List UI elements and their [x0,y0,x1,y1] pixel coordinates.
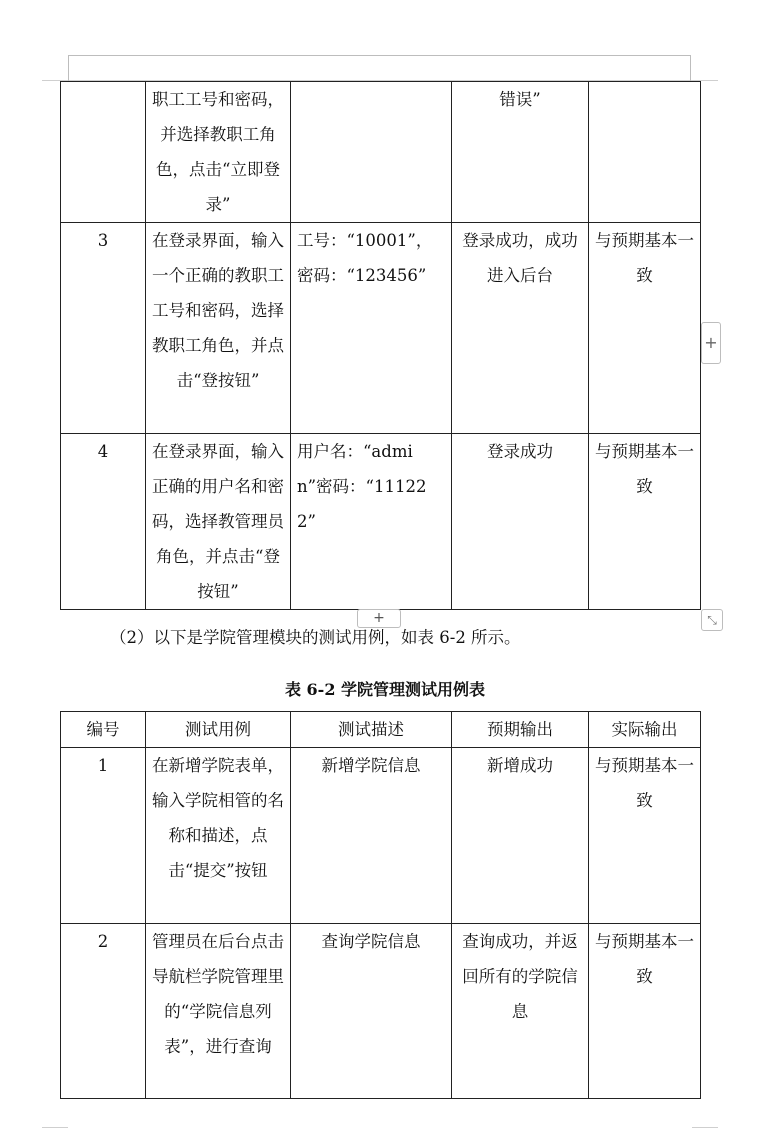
test-case-table-college [60,711,701,1099]
cell-test-case: 在登录界面，输入一个正确的教职工工号和密码，选择教职工角色，并点击“登按钮” [146,223,291,434]
header-description: 测试描述 [291,712,452,748]
table-row [61,223,701,434]
page-bottom-mark-right [692,1127,718,1128]
cell-actual: 与预期基本一致 [589,924,701,1099]
header-num: 编号 [61,712,146,748]
cell-description: 新增学院信息 [291,748,452,924]
cell-actual: 与预期基本一致 [589,223,701,434]
add-column-button[interactable]: + [701,322,721,364]
table-row [61,748,701,924]
cell-expected: 登录成功，成功进入后台 [452,223,589,434]
cell-description: 用户名：“admin”密码：“111222” [291,434,452,610]
body-paragraph: （2）以下是学院管理模块的测试用例，如表 6-2 所示。 [110,628,521,647]
table-row [61,434,701,610]
header-expected: 预期输出 [452,712,589,748]
cell-test-case: 职工工号和密码，并选择教职工角色，点击“立即登录” [146,82,291,223]
cell-actual: 与预期基本一致 [589,748,701,924]
cell-expected: 登录成功 [452,434,589,610]
cell-expected: 错误” [452,82,589,223]
table-caption: 表 6-2 学院管理测试用例表 [284,680,486,699]
cell-num: 4 [61,434,146,610]
table-resize-handle[interactable]: ⤡ [701,609,723,631]
table-row [61,924,701,1099]
cell-expected: 查询成功，并返回所有的学院信息 [452,924,589,1099]
cell-test-case: 在登录界面，输入正确的用户名和密码，选择教管理员角色，并点击“登按钮” [146,434,291,610]
header-area [68,55,691,81]
cell-num [61,82,146,223]
page-bottom-mark-left [42,1127,68,1128]
cell-expected: 新增成功 [452,748,589,924]
cell-num: 1 [61,748,146,924]
cell-description [291,82,452,223]
header-test-case: 测试用例 [146,712,291,748]
cell-num: 2 [61,924,146,1099]
table-row [61,82,701,223]
header-actual: 实际输出 [589,712,701,748]
table-header-row [61,712,701,748]
cell-actual: 与预期基本一致 [589,434,701,610]
cell-description: 查询学院信息 [291,924,452,1099]
test-case-table-login [60,81,701,610]
add-row-button[interactable]: + [357,609,401,628]
cell-test-case: 管理员在后台点击导航栏学院管理里的“学院信息列表”，进行查询 [146,924,291,1099]
cell-test-case: 在新增学院表单，输入学院相管的名称和描述，点击“提交”按钮 [146,748,291,924]
cell-num: 3 [61,223,146,434]
cell-actual [589,82,701,223]
cell-description: 工号：“10001”，密码：“123456” [291,223,452,434]
